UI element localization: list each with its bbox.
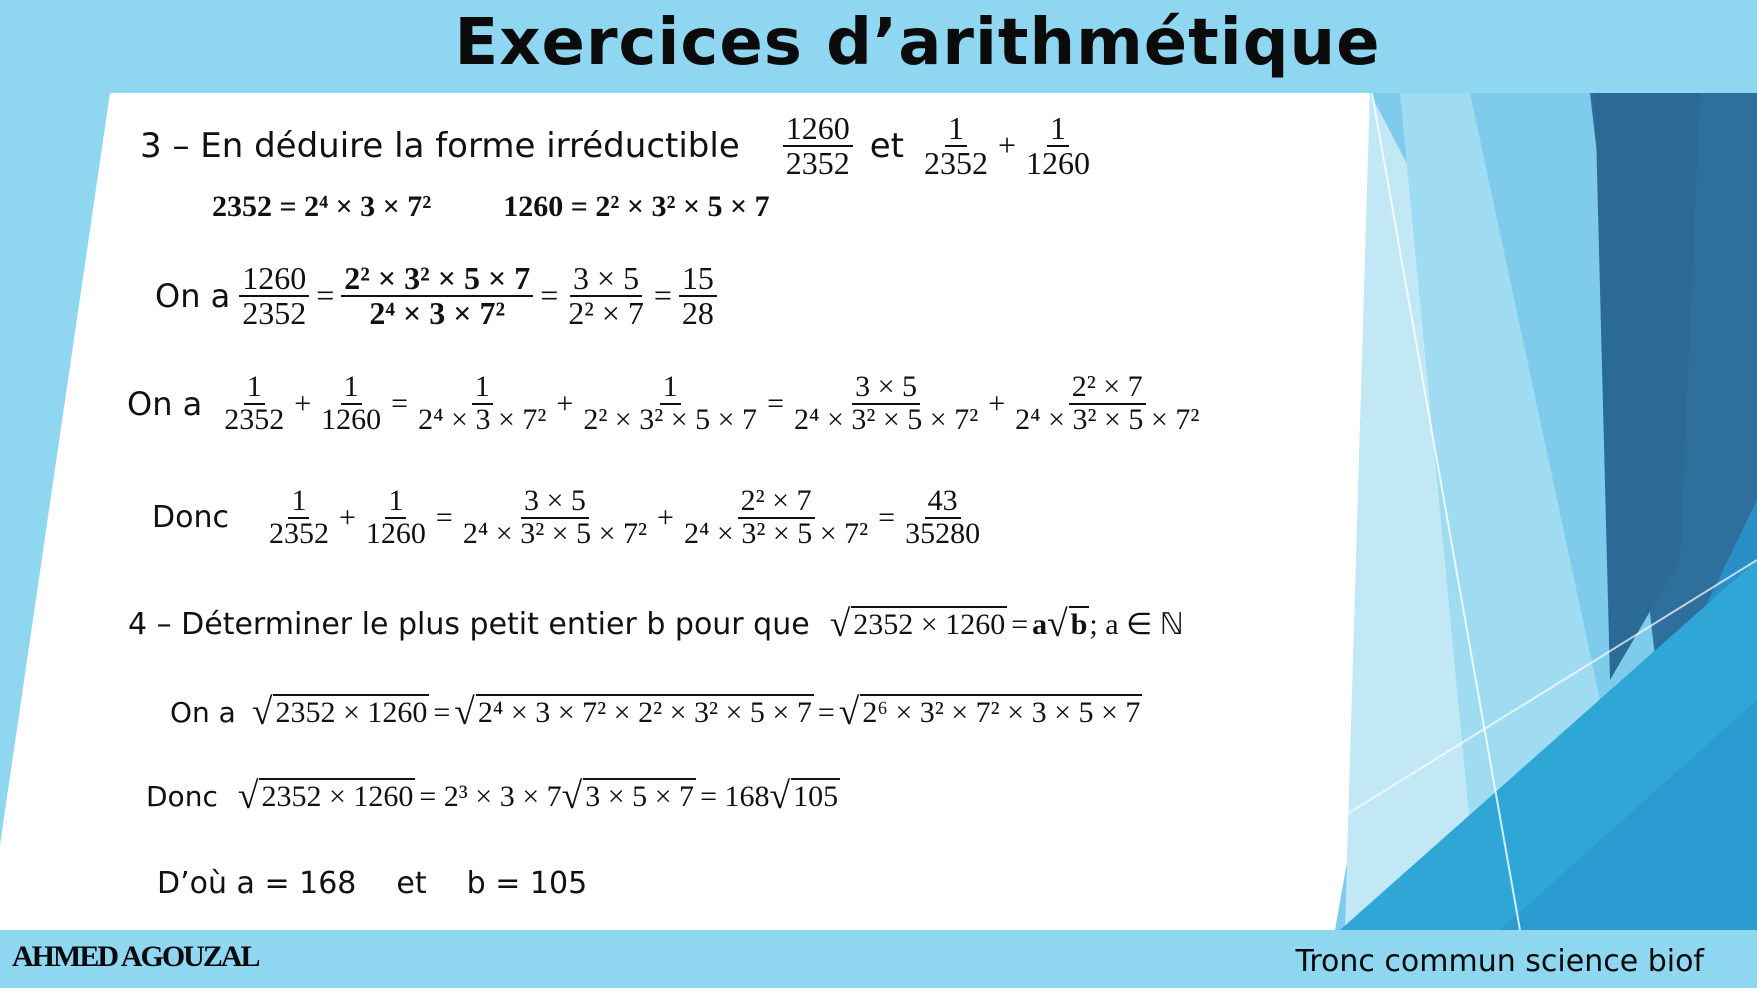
simplification-line: On a $\frac{1260}{2352}$ = $\frac{\text{2² × 3² × 5 × 7}}{\text{2⁴ × 3 × 7²}}$ = $\frac{3 \times 5}{\text{2² × 7}}$ = $\frac{15}{28}$ <box>155 262 720 329</box>
question-3-math: $\frac{1260}{2352}$ et $\frac{1}{2352}$ + $\frac{1}{1260}$ <box>780 112 1096 179</box>
fraction: $\frac{1260}{2352}$ <box>239 262 309 329</box>
fraction: $\frac{1}{1260}$ <box>1026 110 1091 181</box>
fraction: $\frac{1}{1260}$ <box>321 370 382 436</box>
root-result-line: Donc √ 2352 × 1260 = 2³ × 3 × 7 √ 3 × 5 × 7 = 168 √ 105 <box>146 776 839 817</box>
fraction: $\frac{\text{2² × 7}}{\text{2⁴ × 3² × 5 × 7²}}$ <box>1015 370 1200 436</box>
donc-label: Donc <box>146 780 218 814</box>
square-root: √ 2352 × 1260 <box>251 692 428 733</box>
fraction: $\frac{43}{35280}$ <box>905 484 981 550</box>
fraction: $\frac{3 \times 5}{\text{2² × 7}}$ <box>568 260 644 331</box>
question-3-prompt: 3 – En déduire la forme irréductible <box>140 125 740 166</box>
fraction: $\frac{\text{2² × 3² × 5 × 7}}{\text{2⁴ × 3 × 7²}}$ <box>341 262 533 329</box>
fraction: $\frac{1}{2352}$ <box>224 370 285 436</box>
conclusion-a: D’où a = 168 <box>157 866 357 901</box>
donc-label: Donc <box>152 500 229 536</box>
fraction: $\frac{1}{2352}$ <box>923 110 988 181</box>
fraction: $\frac{3 \times 5}{\text{2⁴ × 3² × 5 × 7²}}$ <box>462 484 648 550</box>
square-root: √ 2⁴ × 3 × 7² × 2² × 3² × 5 × 7 <box>454 692 812 733</box>
square-root: √ 105 <box>769 776 839 817</box>
fraction: $\frac{15}{28}$ <box>679 262 717 329</box>
slide-title: Exercices d’arithmétique <box>454 6 1381 80</box>
question-3-line <box>140 112 1096 179</box>
question-4-line: 4 – Déterminer le plus petit entier b pour que √ 2352 × 1260 = a √ b ; a ∈ ℕ <box>128 604 1184 645</box>
question-4-prompt: 4 – Déterminer le plus petit entier b pour que <box>128 607 810 643</box>
fraction: $\frac{1260}{2352}$ <box>783 112 853 179</box>
conclusion-et: et <box>396 866 427 901</box>
et-word: et <box>869 125 904 166</box>
conclusion-line <box>157 866 587 901</box>
fraction: $\frac{1}{1260}$ <box>365 484 426 550</box>
fraction: $\frac{\text{2² × 7}}{\text{2⁴ × 3² × 5 × 7²}}$ <box>683 484 869 550</box>
root-expansion-line: On a √ 2352 × 1260 = √ 2⁴ × 3 × 7² × 2² × 3² × 5 × 7 = √ 2⁶ × 3² × 7² × 3 × 5 × 7 <box>170 692 1141 733</box>
factorization-1260: 1260 = 2² × 3² × 5 × 7 <box>503 190 770 223</box>
factorizations-line <box>212 190 770 224</box>
factorization-2352: 2352 = 2⁴ × 3 × 7² <box>212 190 432 223</box>
fraction: $\frac{1}{\text{2⁴ × 3 × 7²}}$ <box>418 370 547 436</box>
square-root: √ 2352 × 1260 <box>829 604 1006 645</box>
conclusion-b: b = 105 <box>466 866 588 901</box>
square-root: √ 3 × 5 × 7 <box>561 776 695 817</box>
square-root: √ 2⁶ × 3² × 7² × 3 × 5 × 7 <box>838 692 1141 733</box>
fraction: $\frac{1}{2352}$ <box>268 484 329 550</box>
sum-expansion-line: On a $\frac{1}{2352}$ + $\frac{1}{1260}$ = $\frac{1}{\text{2⁴ × 3 × 7²}}$ + $\frac{1}{\text{2² × 3² × 5 × 7}}$ = $\frac{3 \times 5}{\text{2⁴ × 3² × 5 × 7²}}$ + $\frac{\text{2² × 7}}{\text{2⁴ × 3² × 5 × 7²}}$ <box>127 372 1205 435</box>
square-root: √ b <box>1047 604 1088 645</box>
author-name: AHMED AGOUZAL <box>12 940 259 973</box>
on-a-label: On a <box>170 696 236 730</box>
on-a-label: On a <box>127 384 203 423</box>
fraction: $\frac{3 \times 5}{\text{2⁴ × 3² × 5 × 7²}}$ <box>793 370 979 436</box>
on-a-label: On a <box>155 276 231 315</box>
sum-result-line: Donc $\frac{1}{2352}$ + $\frac{1}{1260}$ = $\frac{3 \times 5}{\text{2⁴ × 3² × 5 × 7²}}$ + $\frac{\text{2² × 7}}{\text{2⁴ × 3² × 5 × 7²}}$ = $\frac{43}{35280}$ <box>152 486 986 549</box>
fraction: $\frac{1}{\text{2² × 3² × 5 × 7}}$ <box>583 370 758 436</box>
square-root: √ 2352 × 1260 <box>237 776 414 817</box>
course-name: Tronc commun science biof <box>1295 944 1704 979</box>
